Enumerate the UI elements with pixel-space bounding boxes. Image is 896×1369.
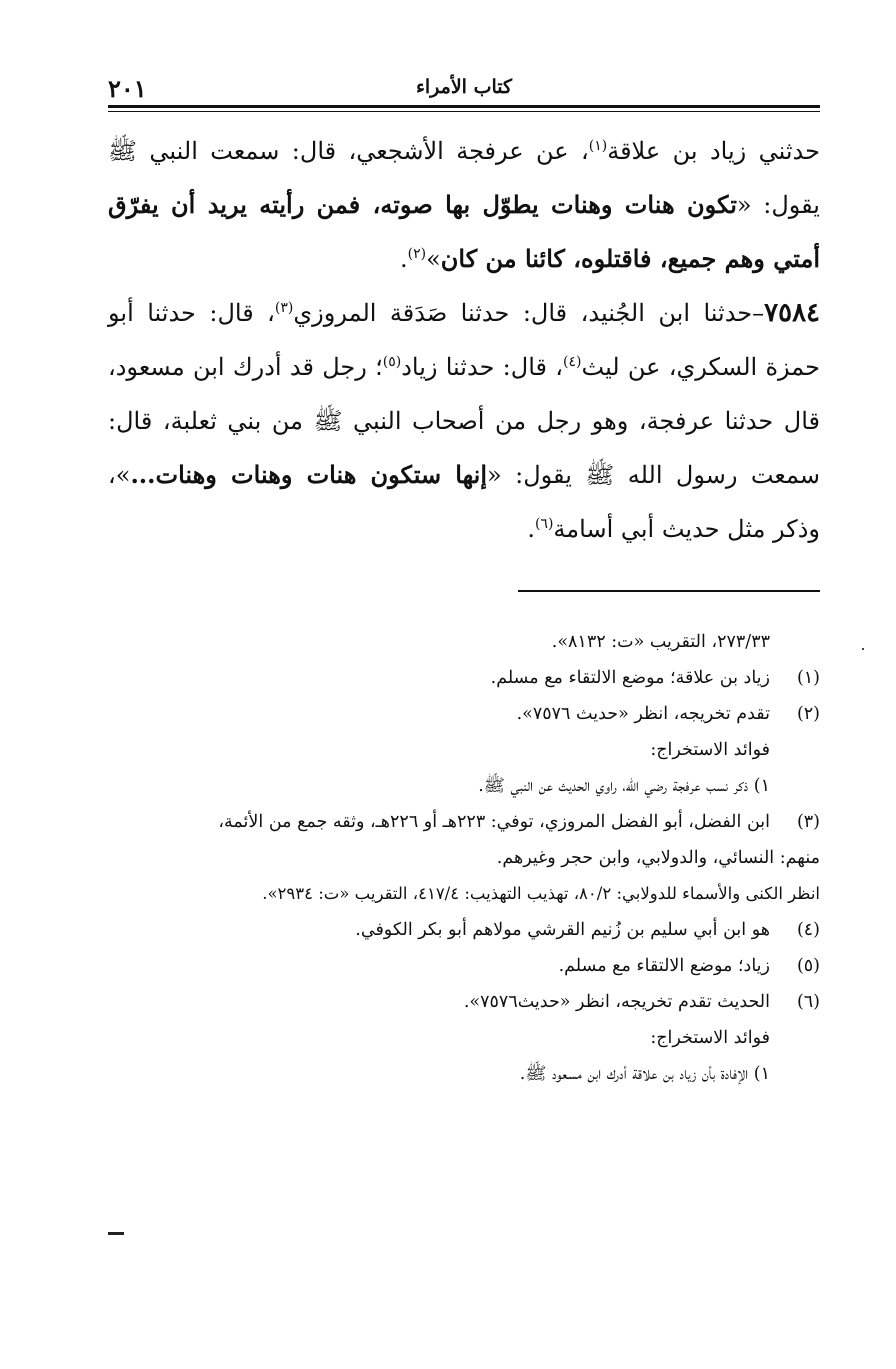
running-title: كتاب الأمراء: [415, 76, 513, 98]
footnote-1: [108, 660, 820, 696]
footnote-2-fawaid-1: ١) ذكر نسب عرفجة رضي الله، راوي الحديث عن النبي ﷺ.: [478, 776, 770, 796]
footnote-ref-3: (٣): [274, 300, 294, 316]
footnote-6-fawaid-heading: فوائد الاستخراج:: [650, 1028, 770, 1048]
p2-text-3: ، قال: حدثنا زياد: [401, 353, 564, 381]
footnote-separator: [518, 590, 820, 592]
footnote-2-mark: (٢): [796, 704, 820, 724]
footnote-3-line-2: منهم: النسائي، والدولابي، وابن حجر وغيرهم.: [496, 848, 820, 868]
footnote-5: [108, 948, 820, 984]
p2-text-4: ؛ رجل قد أدرك ابن مسعود، قال حدثنا عرفجة، وهو رجل من أصحاب النبي ﷺ من بني ثعلبة، قال: سمعت رسول الله ﷺ يقول: «: [108, 353, 820, 489]
footnote-1-text: زياد بن علاقة؛ موضع الالتقاء مع مسلم.: [490, 668, 770, 688]
p2-text-5: »، وذكر مثل حديث أبي أسامة: [108, 461, 820, 543]
footnote-6: [108, 984, 820, 1020]
p2-end: .: [527, 515, 535, 543]
footnote-4-mark: (٤): [796, 920, 820, 940]
footnote-ref-4: (٤): [563, 354, 582, 370]
p1-open-quote: «: [736, 191, 752, 219]
page-corner-mark: [108, 1232, 124, 1235]
paragraph-1: [108, 124, 820, 286]
p1-end: .: [399, 245, 408, 273]
footnote-3: [108, 804, 820, 840]
footnote-5-mark: (٥): [796, 956, 820, 976]
hadith-text-bold: تكون هنات وهنات يطوّل بها صوته، فمن رأيته يريد أن يفرّق أمتي وهم جميع، فاقتلوه، كائنا من كان: [108, 190, 820, 273]
footnote-ref-6: (٦): [534, 516, 554, 532]
p1-close-quote: »: [426, 245, 441, 273]
footnote-3-line-3: انظر الكنى والأسماء للدولابي: ٨٠/٢، تهذيب التهذيب: ٤١٧/٤، التقريب «ت: ٢٩٣٤».: [262, 884, 820, 903]
page-header: [108, 72, 820, 102]
paragraph-2: [108, 286, 820, 556]
hadith-number: ٧٥٨٤: [764, 298, 820, 328]
footnote-6-text: الحديث تقدم تخريجه، انظر «حديث٧٥٧٦».: [463, 992, 770, 1012]
footnote-ref-5: (٥): [382, 354, 402, 370]
footnote-6-mark: (٦): [796, 992, 820, 1012]
header-rule-thin: [108, 111, 820, 112]
footnote-2-text: تقدم تخريجه، انظر «حديث ٧٥٧٦».: [516, 704, 770, 724]
p2-text-2: ، قال: حدثنا أبو حمزة السكري، عن ليث: [108, 299, 820, 381]
footnote-continuation: ٢٧٣/٣٣، التقريب «ت: ٨١٣٢».: [551, 632, 770, 652]
p2-text-1: –حدثنا ابن الجُنيد، قال: حدثنا صَدَقة المروزي: [293, 299, 765, 327]
footnote-6-fawaid-1: ١) الإفادة بأن زياد بن علاقة أدرك ابن مسعود ﷺ.: [519, 1064, 770, 1084]
hadith-text-bold-2: إنها ستكون هنات وهنات وهنات...: [130, 460, 488, 489]
footnote-4: [108, 912, 820, 948]
footnote-ref-1: (١): [588, 138, 608, 154]
footnote-5-text: زياد؛ موضع الالتقاء مع مسلم.: [558, 956, 770, 976]
footnote-3-line-1: ابن الفضل، أبو الفضل المروزي، توفي: ٢٢٣هـ أو ٢٢٦هـ، وثقه جمع من الأئمة،: [218, 812, 770, 832]
footnote-4-text: هو ابن أبي سليم بن زُنيم القرشي مولاهم أبو بكر الكوفي.: [355, 920, 770, 940]
p1-text-2: ، عن عرفجة الأشجعي، قال: سمعت النبي ﷺ يقول:: [108, 137, 820, 219]
margin-dot: [862, 648, 864, 650]
footnote-2-fawaid-heading: فوائد الاستخراج:: [650, 740, 770, 760]
p1-text-1: حدثني زياد بن علاقة: [607, 137, 820, 165]
main-text: [108, 124, 820, 556]
footnotes: [108, 624, 820, 1092]
footnote-3-mark: (٣): [796, 812, 820, 832]
footnote-1-mark: (١): [796, 668, 820, 688]
page-number: ٢٠١: [108, 74, 147, 103]
header-rule-thick: [108, 105, 820, 108]
footnote-2: [108, 696, 820, 732]
footnote-ref-2: (٢): [407, 246, 427, 262]
